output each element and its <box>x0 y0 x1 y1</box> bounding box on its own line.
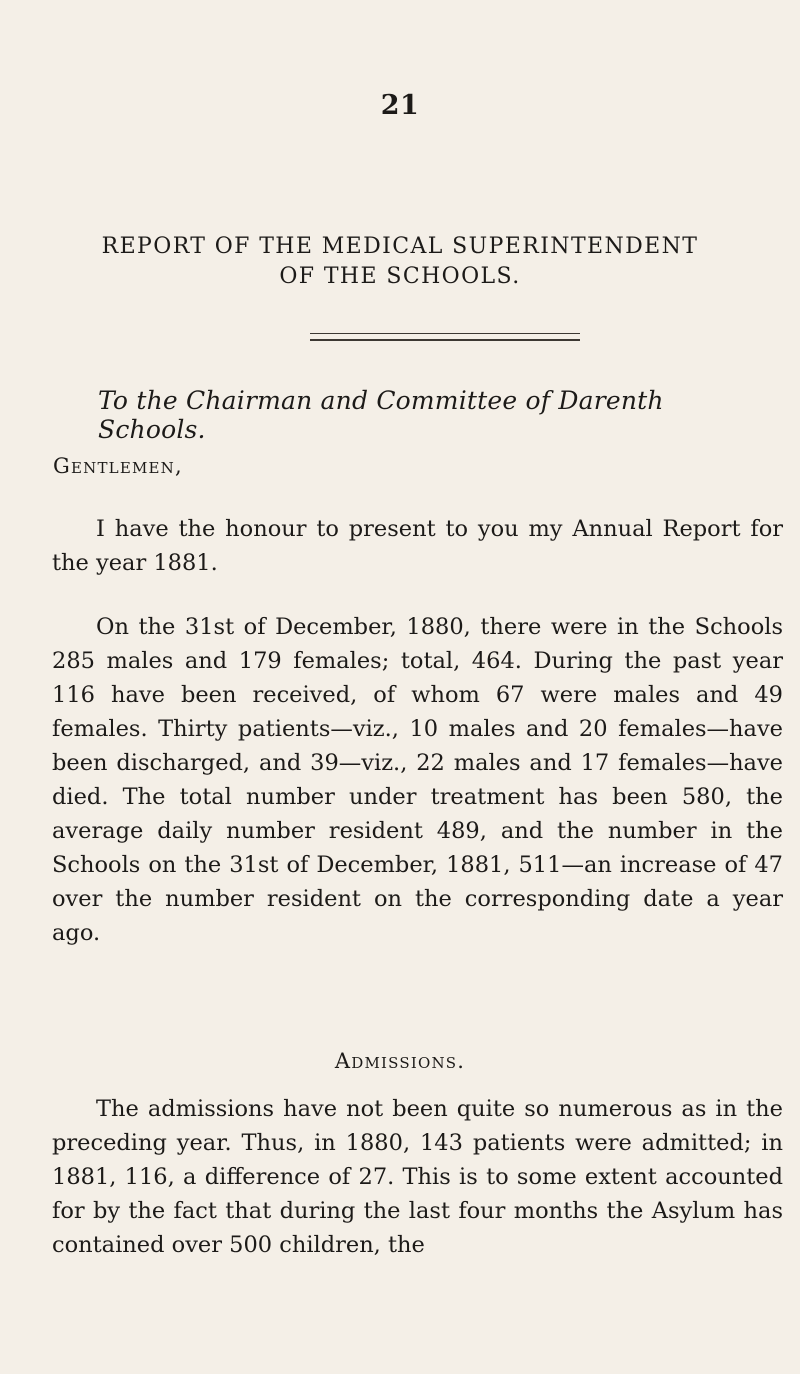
letter-salutation: Gentlemen, <box>53 454 183 478</box>
statistics-paragraph <box>52 610 783 950</box>
admissions-heading: Admissions. <box>334 1049 466 1073</box>
title-divider-top <box>310 333 580 334</box>
page-number: 21 <box>380 90 420 121</box>
admissions-paragraph <box>52 1092 783 1262</box>
report-title-line-2: OF THE SCHOOLS. <box>279 264 521 289</box>
annual-report-text: I have the honour to present to you my Annual Report for the year 1881. <box>52 516 783 576</box>
letter-addressee: To the Chairman and Committee of Darenth Schools. <box>98 386 664 444</box>
statistics-text: On the 31st of December, 1880, there were in the Schools 285 males and 179 females; total, 464. During the past year 116 have been received, of whom 67 were males and 49 females. Thirty patients—viz., 10 males and 20 females—have been discharged, and 39—viz., 22 males and 17 females—have died. The total number under treatment has been 580, the average daily number resident 489, and the number in the Schools on the 31st of December, 1881, 511—an increase of 47 over the number resident on the corresponding date a year ago. <box>52 614 783 946</box>
admissions-text: The admissions have not been quite so numerous as in the preceding year. Thus, in 1880, 143 patients were admitted; in 1881, 116, a difference of 27. This is to some extent accounted for by the fact that during the last four months the Asylum has contained over 500 children, the <box>52 1096 783 1258</box>
report-title <box>60 232 740 292</box>
title-divider-bottom <box>310 339 580 341</box>
annual-report-paragraph <box>52 512 783 580</box>
report-title-line-1: REPORT OF THE MEDICAL SUPERINTENDENT <box>101 234 699 259</box>
